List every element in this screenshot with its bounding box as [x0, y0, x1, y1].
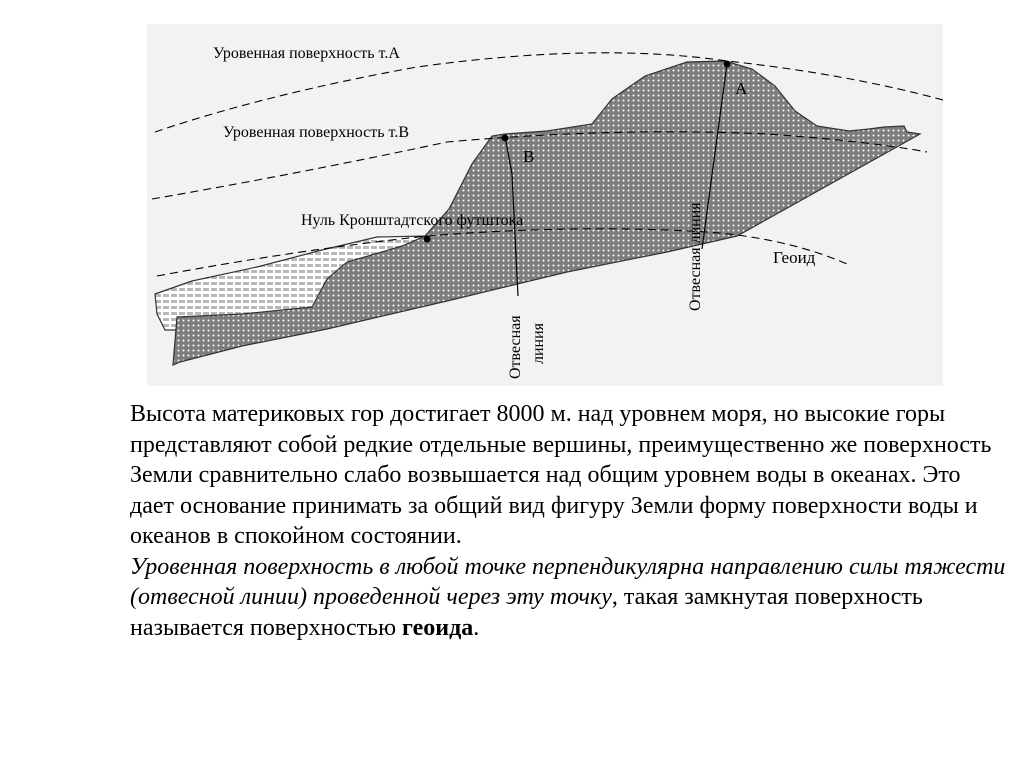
point-b-marker	[502, 135, 509, 142]
geoid-term: геоида	[402, 614, 474, 641]
kronstadt-marker	[424, 236, 431, 243]
label-level-a: Уровенная поверхность т.А	[213, 45, 400, 62]
label-plumb-left-2: линия	[530, 322, 547, 364]
label-geoid: Геоид	[773, 248, 816, 267]
label-kronstadt: Нуль Кронштадтского футштока	[301, 212, 524, 229]
definition-end: .	[473, 614, 480, 641]
text-block	[130, 399, 1010, 643]
definition-paragraph	[130, 552, 1010, 644]
point-a-marker	[724, 61, 731, 68]
geoid-diagram	[147, 24, 943, 386]
body-paragraph: Высота материковых гор достигает 8000 м. над уровнем моря, но высокие горы представляют собой редкие отдельные вершины, преимущественно же поверхность Земли сравнительно слабо возвышается над общим уровнем воды в океанах. Это дает основание принимать за общий вид фигуру Земли форму поверхности воды и океанов в спокойном состоянии.	[130, 401, 992, 549]
label-point-a: А	[735, 79, 748, 98]
label-plumb-right: Отвесная линия	[687, 202, 704, 311]
definition-italic: Уровенная поверхность в любой точке перпендикулярна направлению силы тяжести (отвесной линии) проведенной через эту точку	[130, 553, 1006, 610]
definition-rest: , такая замкнутая поверхность называется поверхностью	[130, 584, 923, 641]
label-plumb-left-1: Отвесная	[507, 315, 524, 379]
label-level-b: Уровенная поверхность т.В	[223, 124, 410, 141]
label-point-b: В	[523, 147, 535, 166]
